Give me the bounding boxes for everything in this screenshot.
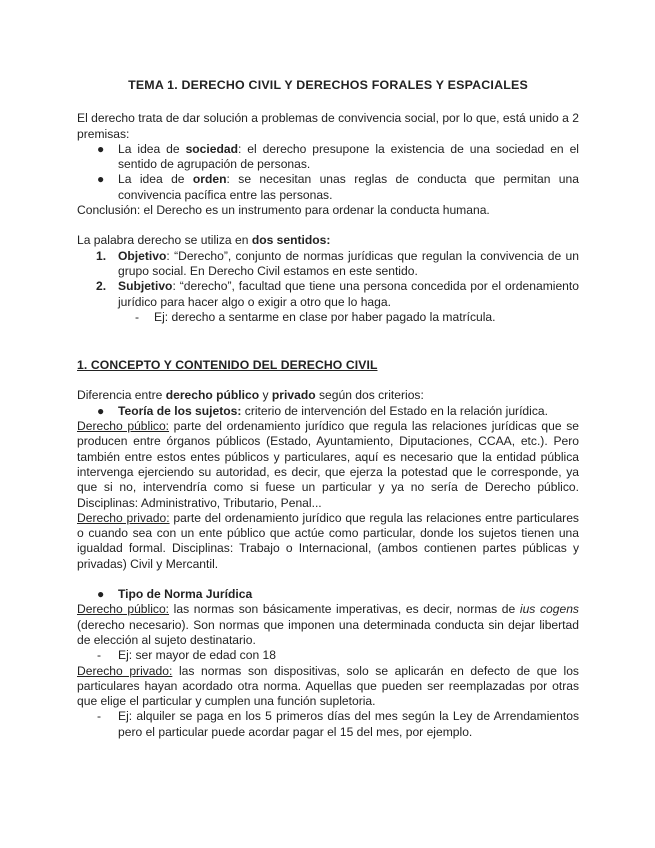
dash-icon: -: [135, 309, 140, 324]
dash-icon: -: [97, 709, 102, 724]
bullet-icon: ●: [97, 141, 105, 156]
list-number: 1.: [96, 248, 107, 263]
list-number: 2.: [96, 279, 107, 294]
dash-icon: -: [97, 648, 102, 663]
derecho-publico-norma: Derecho público: las normas son básicamente imperativas, es decir, normas de ius cogens (derecho necesario). Son normas que imponen una determinada conducta sin dejar libertad de elección al sujeto destinatario.: [77, 602, 579, 647]
diferencia-paragraph: Diferencia entre derecho público y privado según dos criterios:: [77, 388, 424, 403]
criterio-norma: ● Tipo de Norma Jurídica: [97, 587, 253, 602]
bullet-icon: ●: [97, 403, 105, 418]
document-title: TEMA 1. DERECHO CIVIL Y DERECHOS FORALES Y ESPACIALES: [128, 78, 528, 92]
document-page: [77, 78, 579, 740]
section-heading: 1. CONCEPTO Y CONTENIDO DEL DERECHO CIVIL: [77, 358, 378, 373]
criterio-sujetos: ● Teoría de los sujetos: criterio de intervención del Estado en la relación jurídica.: [97, 403, 548, 418]
premisa-orden: ● La idea de orden: se necesitan unas reglas de conducta que permitan una convivencia pacífica entre las personas.: [97, 172, 579, 202]
bullet-icon: ●: [97, 587, 105, 602]
derecho-privado-sujetos: Derecho privado: parte del ordenamiento jurídico que regula las relaciones entre particulares o cuando sea con un ente público que actúe como particular, donde los sujetos tienen una igualdad formal. Disciplinas: Trabajo o Internacional, (ambos contienen partes públicas y privadas) Civil y Mercantil.: [77, 510, 579, 571]
sentido-objetivo: 1. Objetivo: “Derecho”, conjunto de normas jurídicas que regulan la convivencia de un grupo social. En Derecho Civil estamos en este sentido.: [96, 248, 579, 278]
conclusion-paragraph: Conclusión: el Derecho es un instrumento para ordenar la conducta humana.: [77, 203, 490, 218]
sentidos-example: - Ej: derecho a sentarme en clase por haber pagado la matrícula.: [135, 309, 496, 324]
premisa-sociedad: ● La idea de sociedad: el derecho presupone la existencia de una sociedad en el sentido de agrupación de personas.: [97, 141, 579, 172]
bullet-icon: ●: [97, 172, 105, 187]
derecho-publico-sujetos: Derecho público: parte del ordenamiento jurídico que regula las relaciones jurídicas que se producen entre órganos públicos (Estado, Ayuntamiento, Diputaciones, CCAA, etc.). Pero también entre estos entes públicos y particulares, aquí es necesario que la entidad pública intervenga ejerciendo su autoridad, es decir, que ejerza la potestad que le corresponde, ya que si no, intervendría como si fuese un particular y ya no sería de Derecho público. Disciplinas: Administrativo, Tributario, Penal...: [77, 419, 579, 510]
privado-example: - Ej: alquiler se paga en los 5 primeros días del mes según la Ley de Arrendamientos pero el particular puede acordar pagar el 15 del mes, por ejemplo.: [97, 709, 579, 739]
sentido-subjetivo: 2. Subjetivo: “derecho”, facultad que tiene una persona concedida por el ordenamiento jurídico para hacer algo o exigir a otro que lo haga.: [96, 279, 579, 309]
sentidos-intro: La palabra derecho se utiliza en dos sentidos:: [77, 233, 331, 248]
intro-paragraph: El derecho trata de dar solución a problemas de convivencia social, por lo que, está unido a 2 premisas:: [77, 111, 579, 141]
publico-example: - Ej: ser mayor de edad con 18: [97, 648, 276, 663]
derecho-privado-norma: Derecho privado: las normas son dispositivas, solo se aplicarán en defecto de que los particulares hayan acordado otra norma. Aquellas que pueden ser reemplazadas por otras que elige el particular y cumplen una función supletoria.: [77, 663, 579, 709]
